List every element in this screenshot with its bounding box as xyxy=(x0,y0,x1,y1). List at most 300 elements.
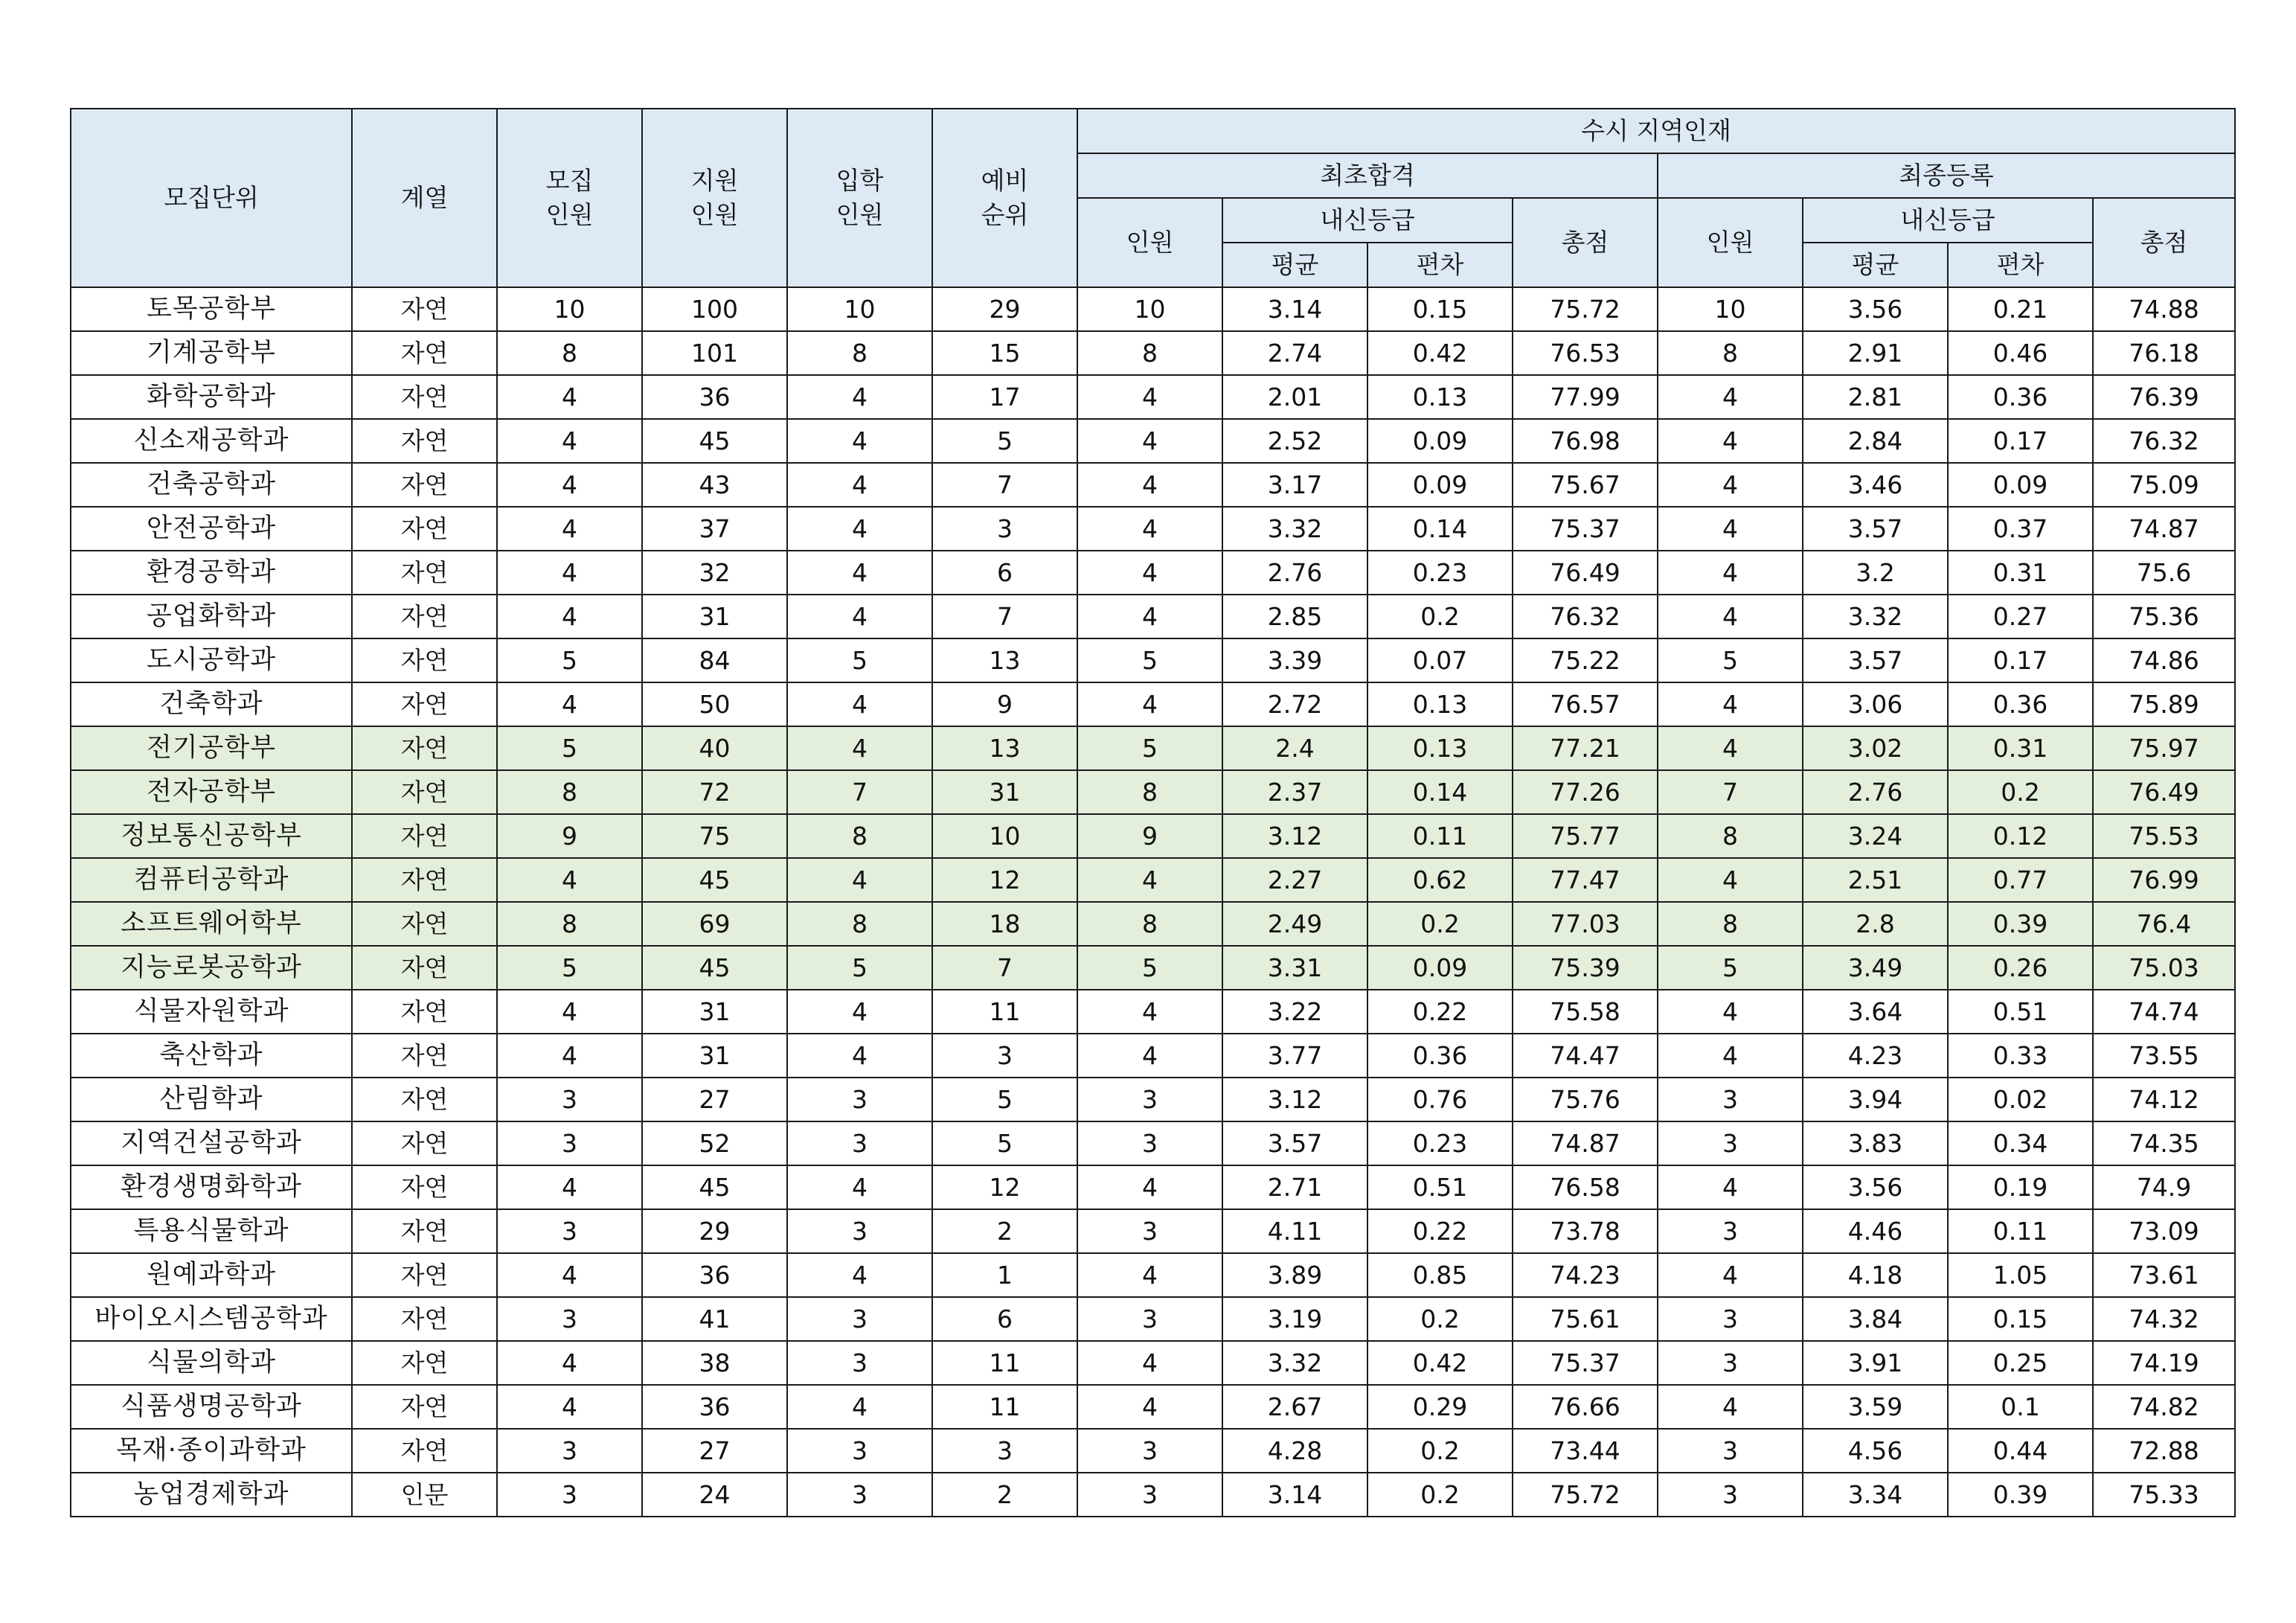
field-cell: 자연 xyxy=(352,1165,497,1209)
applicants-cell: 101 xyxy=(642,331,787,375)
dept-cell: 기계공학부 xyxy=(71,331,352,375)
quota-cell: 8 xyxy=(497,331,642,375)
first-avg-cell: 3.32 xyxy=(1222,507,1367,551)
header-final-count: 인원 xyxy=(1658,198,1803,287)
final-total-cell: 75.6 xyxy=(2093,551,2235,595)
final-avg-cell: 3.02 xyxy=(1803,726,1948,770)
first-total-cell: 75.76 xyxy=(1513,1078,1658,1121)
final-total-cell: 75.09 xyxy=(2093,463,2235,507)
dept-cell: 원예과학과 xyxy=(71,1253,352,1297)
final-count-cell: 4 xyxy=(1658,726,1803,770)
first-count-cell: 4 xyxy=(1077,1165,1222,1209)
quota-cell: 4 xyxy=(497,990,642,1034)
final-dev-cell: 0.44 xyxy=(1948,1429,2093,1473)
applicants-cell: 52 xyxy=(642,1121,787,1165)
header-final-avg: 평균 xyxy=(1803,243,1948,287)
final-total-cell: 74.74 xyxy=(2093,990,2235,1034)
first-total-cell: 76.49 xyxy=(1513,551,1658,595)
header-first-count: 인원 xyxy=(1077,198,1222,287)
dept-cell: 컴퓨터공학과 xyxy=(71,858,352,902)
first-avg-cell: 2.76 xyxy=(1222,551,1367,595)
final-dev-cell: 0.21 xyxy=(1948,287,2093,331)
admitted-cell: 4 xyxy=(787,1165,932,1209)
dept-cell: 바이오시스템공학과 xyxy=(71,1297,352,1341)
header-applicants-line1: 지원 xyxy=(690,166,739,195)
first-dev-cell: 0.09 xyxy=(1367,946,1513,990)
first-avg-cell: 2.85 xyxy=(1222,595,1367,638)
final-avg-cell: 3.34 xyxy=(1803,1473,1948,1517)
final-total-cell: 74.82 xyxy=(2093,1385,2235,1429)
first-total-cell: 75.37 xyxy=(1513,1341,1658,1385)
first-dev-cell: 0.51 xyxy=(1367,1165,1513,1209)
applicants-cell: 45 xyxy=(642,858,787,902)
dept-cell: 소프트웨어학부 xyxy=(71,902,352,946)
first-total-cell: 75.72 xyxy=(1513,1473,1658,1517)
first-dev-cell: 0.15 xyxy=(1367,287,1513,331)
admitted-cell: 4 xyxy=(787,375,932,419)
applicants-cell: 24 xyxy=(642,1473,787,1517)
table-row xyxy=(71,858,2235,902)
waitlist-cell: 18 xyxy=(932,902,1077,946)
final-total-cell: 73.61 xyxy=(2093,1253,2235,1297)
dept-cell: 전기공학부 xyxy=(71,726,352,770)
header-waitlist-line2: 순위 xyxy=(981,200,1029,229)
final-count-cell: 4 xyxy=(1658,1165,1803,1209)
first-dev-cell: 0.22 xyxy=(1367,990,1513,1034)
final-total-cell: 75.97 xyxy=(2093,726,2235,770)
final-dev-cell: 0.26 xyxy=(1948,946,2093,990)
final-dev-cell: 0.02 xyxy=(1948,1078,2093,1121)
quota-cell: 4 xyxy=(497,595,642,638)
applicants-cell: 31 xyxy=(642,990,787,1034)
dept-cell: 신소재공학과 xyxy=(71,419,352,463)
dept-cell: 전자공학부 xyxy=(71,770,352,814)
first-count-cell: 3 xyxy=(1077,1473,1222,1517)
final-avg-cell: 3.56 xyxy=(1803,1165,1948,1209)
waitlist-cell: 7 xyxy=(932,946,1077,990)
field-cell: 자연 xyxy=(352,1385,497,1429)
first-avg-cell: 3.32 xyxy=(1222,1341,1367,1385)
admitted-cell: 3 xyxy=(787,1429,932,1473)
first-total-cell: 76.66 xyxy=(1513,1385,1658,1429)
field-cell: 자연 xyxy=(352,551,497,595)
first-total-cell: 75.37 xyxy=(1513,507,1658,551)
final-count-cell: 3 xyxy=(1658,1473,1803,1517)
admitted-cell: 8 xyxy=(787,814,932,858)
dept-cell: 식물자원학과 xyxy=(71,990,352,1034)
header-quota-line1: 모집 xyxy=(545,166,594,195)
final-total-cell: 75.53 xyxy=(2093,814,2235,858)
first-avg-cell: 3.39 xyxy=(1222,638,1367,682)
final-count-cell: 7 xyxy=(1658,770,1803,814)
header-field: 계열 xyxy=(352,109,497,287)
final-count-cell: 3 xyxy=(1658,1429,1803,1473)
final-avg-cell: 3.57 xyxy=(1803,507,1948,551)
first-total-cell: 77.03 xyxy=(1513,902,1658,946)
table-row xyxy=(71,551,2235,595)
first-avg-cell: 3.14 xyxy=(1222,1473,1367,1517)
header-first-avg: 평균 xyxy=(1222,243,1367,287)
final-avg-cell: 3.64 xyxy=(1803,990,1948,1034)
waitlist-cell: 3 xyxy=(932,1429,1077,1473)
first-avg-cell: 2.74 xyxy=(1222,331,1367,375)
final-total-cell: 74.86 xyxy=(2093,638,2235,682)
first-avg-cell: 4.28 xyxy=(1222,1429,1367,1473)
quota-cell: 3 xyxy=(497,1473,642,1517)
waitlist-cell: 15 xyxy=(932,331,1077,375)
header-quota xyxy=(497,109,642,287)
table-row xyxy=(71,726,2235,770)
final-total-cell: 76.4 xyxy=(2093,902,2235,946)
waitlist-cell: 11 xyxy=(932,990,1077,1034)
final-dev-cell: 0.37 xyxy=(1948,507,2093,551)
quota-cell: 4 xyxy=(497,1341,642,1385)
field-cell: 자연 xyxy=(352,1341,497,1385)
header-final-dev: 편차 xyxy=(1948,243,2093,287)
final-dev-cell: 0.12 xyxy=(1948,814,2093,858)
final-dev-cell: 0.17 xyxy=(1948,638,2093,682)
admitted-cell: 8 xyxy=(787,331,932,375)
first-count-cell: 8 xyxy=(1077,902,1222,946)
final-count-cell: 4 xyxy=(1658,463,1803,507)
first-count-cell: 3 xyxy=(1077,1297,1222,1341)
dept-cell: 토목공학부 xyxy=(71,287,352,331)
final-avg-cell: 3.56 xyxy=(1803,287,1948,331)
quota-cell: 4 xyxy=(497,682,642,726)
table-row xyxy=(71,1165,2235,1209)
first-count-cell: 4 xyxy=(1077,463,1222,507)
field-cell: 자연 xyxy=(352,375,497,419)
first-total-cell: 77.21 xyxy=(1513,726,1658,770)
final-count-cell: 4 xyxy=(1658,1385,1803,1429)
first-avg-cell: 3.89 xyxy=(1222,1253,1367,1297)
final-dev-cell: 0.17 xyxy=(1948,419,2093,463)
first-avg-cell: 3.19 xyxy=(1222,1297,1367,1341)
final-count-cell: 4 xyxy=(1658,990,1803,1034)
dept-cell: 지능로봇공학과 xyxy=(71,946,352,990)
first-count-cell: 4 xyxy=(1077,1034,1222,1078)
table-row xyxy=(71,1429,2235,1473)
waitlist-cell: 12 xyxy=(932,858,1077,902)
table-row xyxy=(71,1078,2235,1121)
table-row xyxy=(71,814,2235,858)
first-total-cell: 75.77 xyxy=(1513,814,1658,858)
waitlist-cell: 7 xyxy=(932,463,1077,507)
first-dev-cell: 0.2 xyxy=(1367,902,1513,946)
dept-cell: 산림학과 xyxy=(71,1078,352,1121)
quota-cell: 8 xyxy=(497,902,642,946)
first-avg-cell: 2.49 xyxy=(1222,902,1367,946)
table-row xyxy=(71,902,2235,946)
first-count-cell: 5 xyxy=(1077,946,1222,990)
quota-cell: 4 xyxy=(497,419,642,463)
table-row xyxy=(71,990,2235,1034)
first-count-cell: 3 xyxy=(1077,1209,1222,1253)
first-total-cell: 77.47 xyxy=(1513,858,1658,902)
admitted-cell: 4 xyxy=(787,595,932,638)
waitlist-cell: 29 xyxy=(932,287,1077,331)
quota-cell: 4 xyxy=(497,1253,642,1297)
field-cell: 자연 xyxy=(352,1209,497,1253)
applicants-cell: 45 xyxy=(642,946,787,990)
table-header xyxy=(71,109,2235,287)
first-count-cell: 4 xyxy=(1077,375,1222,419)
waitlist-cell: 3 xyxy=(932,507,1077,551)
header-waitlist xyxy=(932,109,1077,287)
quota-cell: 4 xyxy=(497,463,642,507)
first-dev-cell: 0.2 xyxy=(1367,1473,1513,1517)
admitted-cell: 3 xyxy=(787,1473,932,1517)
final-dev-cell: 0.39 xyxy=(1948,1473,2093,1517)
final-dev-cell: 0.11 xyxy=(1948,1209,2093,1253)
final-count-cell: 8 xyxy=(1658,331,1803,375)
final-avg-cell: 3.59 xyxy=(1803,1385,1948,1429)
waitlist-cell: 10 xyxy=(932,814,1077,858)
first-dev-cell: 0.07 xyxy=(1367,638,1513,682)
final-total-cell: 76.39 xyxy=(2093,375,2235,419)
final-count-cell: 3 xyxy=(1658,1078,1803,1121)
admitted-cell: 7 xyxy=(787,770,932,814)
first-avg-cell: 2.27 xyxy=(1222,858,1367,902)
admitted-cell: 3 xyxy=(787,1341,932,1385)
final-dev-cell: 0.25 xyxy=(1948,1341,2093,1385)
applicants-cell: 29 xyxy=(642,1209,787,1253)
applicants-cell: 100 xyxy=(642,287,787,331)
admitted-cell: 4 xyxy=(787,1385,932,1429)
field-cell: 자연 xyxy=(352,1297,497,1341)
first-avg-cell: 2.4 xyxy=(1222,726,1367,770)
final-avg-cell: 2.81 xyxy=(1803,375,1948,419)
applicants-cell: 50 xyxy=(642,682,787,726)
table-row xyxy=(71,1341,2235,1385)
final-count-cell: 10 xyxy=(1658,287,1803,331)
table-row xyxy=(71,419,2235,463)
final-avg-cell: 4.23 xyxy=(1803,1034,1948,1078)
first-dev-cell: 0.09 xyxy=(1367,419,1513,463)
final-dev-cell: 0.31 xyxy=(1948,726,2093,770)
final-avg-cell: 3.46 xyxy=(1803,463,1948,507)
header-first-dev: 편차 xyxy=(1367,243,1513,287)
field-cell: 자연 xyxy=(352,814,497,858)
first-dev-cell: 0.14 xyxy=(1367,770,1513,814)
admitted-cell: 4 xyxy=(787,551,932,595)
field-cell: 자연 xyxy=(352,1121,497,1165)
field-cell: 자연 xyxy=(352,595,497,638)
final-count-cell: 4 xyxy=(1658,858,1803,902)
field-cell: 자연 xyxy=(352,419,497,463)
first-dev-cell: 0.62 xyxy=(1367,858,1513,902)
quota-cell: 9 xyxy=(497,814,642,858)
table-body xyxy=(71,287,2235,1517)
first-total-cell: 76.53 xyxy=(1513,331,1658,375)
first-count-cell: 4 xyxy=(1077,990,1222,1034)
final-total-cell: 76.99 xyxy=(2093,858,2235,902)
final-dev-cell: 0.19 xyxy=(1948,1165,2093,1209)
header-first-grade: 내신등급 xyxy=(1222,198,1513,243)
final-count-cell: 4 xyxy=(1658,507,1803,551)
first-count-cell: 3 xyxy=(1077,1429,1222,1473)
final-total-cell: 75.89 xyxy=(2093,682,2235,726)
final-avg-cell: 2.51 xyxy=(1803,858,1948,902)
dept-cell: 건축학과 xyxy=(71,682,352,726)
final-count-cell: 5 xyxy=(1658,946,1803,990)
waitlist-cell: 13 xyxy=(932,638,1077,682)
admitted-cell: 3 xyxy=(787,1121,932,1165)
quota-cell: 4 xyxy=(497,551,642,595)
waitlist-cell: 2 xyxy=(932,1473,1077,1517)
first-dev-cell: 0.14 xyxy=(1367,507,1513,551)
header-first-pass: 최초합격 xyxy=(1077,153,1658,198)
admitted-cell: 4 xyxy=(787,1034,932,1078)
first-count-cell: 4 xyxy=(1077,1253,1222,1297)
first-avg-cell: 2.01 xyxy=(1222,375,1367,419)
first-avg-cell: 2.71 xyxy=(1222,1165,1367,1209)
waitlist-cell: 6 xyxy=(932,551,1077,595)
applicants-cell: 36 xyxy=(642,375,787,419)
waitlist-cell: 2 xyxy=(932,1209,1077,1253)
admitted-cell: 4 xyxy=(787,858,932,902)
admitted-cell: 8 xyxy=(787,902,932,946)
header-final-reg: 최종등록 xyxy=(1658,153,2235,198)
final-count-cell: 4 xyxy=(1658,682,1803,726)
first-avg-cell: 3.31 xyxy=(1222,946,1367,990)
final-total-cell: 73.09 xyxy=(2093,1209,2235,1253)
applicants-cell: 36 xyxy=(642,1253,787,1297)
final-avg-cell: 3.32 xyxy=(1803,595,1948,638)
first-total-cell: 76.58 xyxy=(1513,1165,1658,1209)
final-total-cell: 73.55 xyxy=(2093,1034,2235,1078)
first-dev-cell: 0.13 xyxy=(1367,375,1513,419)
final-dev-cell: 0.36 xyxy=(1948,375,2093,419)
applicants-cell: 41 xyxy=(642,1297,787,1341)
dept-cell: 식물의학과 xyxy=(71,1341,352,1385)
final-avg-cell: 4.18 xyxy=(1803,1253,1948,1297)
final-count-cell: 8 xyxy=(1658,902,1803,946)
applicants-cell: 32 xyxy=(642,551,787,595)
final-avg-cell: 2.76 xyxy=(1803,770,1948,814)
final-count-cell: 5 xyxy=(1658,638,1803,682)
waitlist-cell: 31 xyxy=(932,770,1077,814)
final-avg-cell: 3.94 xyxy=(1803,1078,1948,1121)
applicants-cell: 31 xyxy=(642,595,787,638)
first-total-cell: 74.47 xyxy=(1513,1034,1658,1078)
first-dev-cell: 0.11 xyxy=(1367,814,1513,858)
field-cell: 자연 xyxy=(352,990,497,1034)
quota-cell: 8 xyxy=(497,770,642,814)
quota-cell: 4 xyxy=(497,858,642,902)
admitted-cell: 5 xyxy=(787,638,932,682)
applicants-cell: 43 xyxy=(642,463,787,507)
first-total-cell: 73.78 xyxy=(1513,1209,1658,1253)
waitlist-cell: 5 xyxy=(932,1121,1077,1165)
first-dev-cell: 0.76 xyxy=(1367,1078,1513,1121)
applicants-cell: 45 xyxy=(642,1165,787,1209)
waitlist-cell: 17 xyxy=(932,375,1077,419)
first-count-cell: 4 xyxy=(1077,858,1222,902)
final-total-cell: 76.18 xyxy=(2093,331,2235,375)
table-row xyxy=(71,331,2235,375)
first-dev-cell: 0.22 xyxy=(1367,1209,1513,1253)
first-total-cell: 75.72 xyxy=(1513,287,1658,331)
header-waitlist-line1: 예비 xyxy=(981,166,1029,195)
admitted-cell: 4 xyxy=(787,682,932,726)
field-cell: 자연 xyxy=(352,726,497,770)
header-final-grade: 내신등급 xyxy=(1803,198,2093,243)
final-dev-cell: 0.31 xyxy=(1948,551,2093,595)
final-avg-cell: 3.83 xyxy=(1803,1121,1948,1165)
final-dev-cell: 0.27 xyxy=(1948,595,2093,638)
table-row xyxy=(71,1121,2235,1165)
final-count-cell: 3 xyxy=(1658,1121,1803,1165)
field-cell: 자연 xyxy=(352,1429,497,1473)
applicants-cell: 72 xyxy=(642,770,787,814)
quota-cell: 3 xyxy=(497,1121,642,1165)
table-row xyxy=(71,507,2235,551)
quota-cell: 3 xyxy=(497,1297,642,1341)
quota-cell: 4 xyxy=(497,1385,642,1429)
first-total-cell: 73.44 xyxy=(1513,1429,1658,1473)
final-avg-cell: 3.49 xyxy=(1803,946,1948,990)
waitlist-cell: 12 xyxy=(932,1165,1077,1209)
first-dev-cell: 0.2 xyxy=(1367,1297,1513,1341)
first-dev-cell: 0.42 xyxy=(1367,1341,1513,1385)
header-group-title: 수시 지역인재 xyxy=(1077,109,2235,153)
first-total-cell: 74.23 xyxy=(1513,1253,1658,1297)
applicants-cell: 37 xyxy=(642,507,787,551)
quota-cell: 4 xyxy=(497,1165,642,1209)
applicants-cell: 27 xyxy=(642,1429,787,1473)
final-count-cell: 4 xyxy=(1658,595,1803,638)
first-total-cell: 75.58 xyxy=(1513,990,1658,1034)
first-count-cell: 4 xyxy=(1077,507,1222,551)
first-total-cell: 75.61 xyxy=(1513,1297,1658,1341)
admissions-table xyxy=(70,108,2236,1517)
first-dev-cell: 0.23 xyxy=(1367,551,1513,595)
first-count-cell: 4 xyxy=(1077,682,1222,726)
header-final-total: 총점 xyxy=(2093,198,2235,287)
quota-cell: 10 xyxy=(497,287,642,331)
quota-cell: 5 xyxy=(497,946,642,990)
final-count-cell: 3 xyxy=(1658,1209,1803,1253)
dept-cell: 안전공학과 xyxy=(71,507,352,551)
final-avg-cell: 3.06 xyxy=(1803,682,1948,726)
table-row xyxy=(71,1473,2235,1517)
first-total-cell: 77.26 xyxy=(1513,770,1658,814)
dept-cell: 식품생명공학과 xyxy=(71,1385,352,1429)
final-count-cell: 4 xyxy=(1658,1034,1803,1078)
first-total-cell: 76.32 xyxy=(1513,595,1658,638)
table-row xyxy=(71,1209,2235,1253)
final-total-cell: 75.33 xyxy=(2093,1473,2235,1517)
table-row xyxy=(71,946,2235,990)
field-cell: 자연 xyxy=(352,770,497,814)
dept-cell: 건축공학과 xyxy=(71,463,352,507)
final-avg-cell: 3.91 xyxy=(1803,1341,1948,1385)
first-count-cell: 8 xyxy=(1077,770,1222,814)
quota-cell: 4 xyxy=(497,507,642,551)
table-row xyxy=(71,1385,2235,1429)
final-total-cell: 74.19 xyxy=(2093,1341,2235,1385)
first-dev-cell: 0.36 xyxy=(1367,1034,1513,1078)
first-count-cell: 4 xyxy=(1077,1341,1222,1385)
first-count-cell: 4 xyxy=(1077,595,1222,638)
first-dev-cell: 0.23 xyxy=(1367,1121,1513,1165)
first-count-cell: 8 xyxy=(1077,331,1222,375)
first-count-cell: 5 xyxy=(1077,726,1222,770)
first-total-cell: 77.99 xyxy=(1513,375,1658,419)
final-dev-cell: 0.39 xyxy=(1948,902,2093,946)
table-row xyxy=(71,595,2235,638)
